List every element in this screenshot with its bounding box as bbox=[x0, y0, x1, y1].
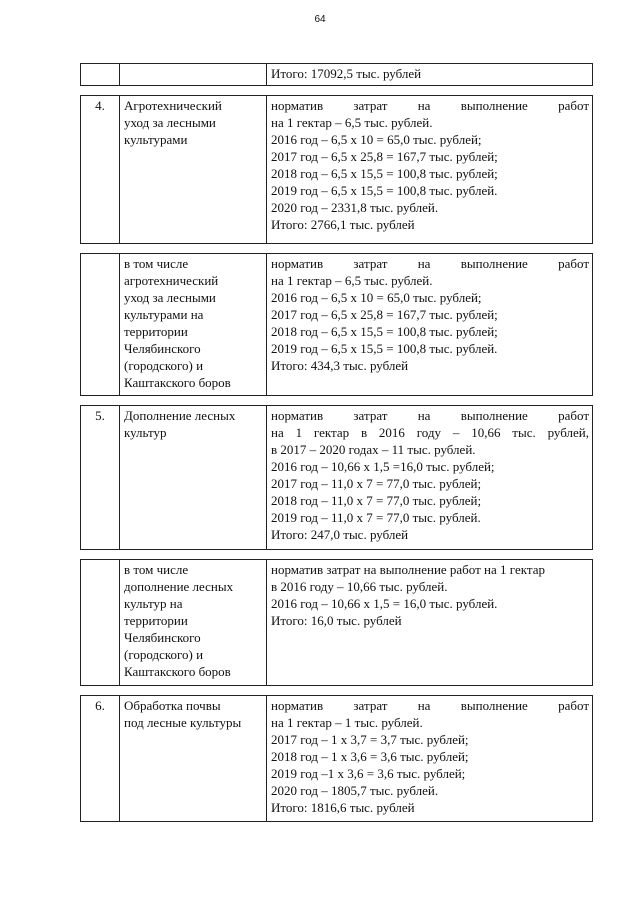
cost-line: 2017 год – 6,5 х 25,8 = 167,7 тыс. рублей; bbox=[271, 149, 498, 164]
cost-line: Итого: 2766,1 тыс. рублей bbox=[271, 217, 415, 232]
cost-line: 2016 год – 10,66 х 1,5 =16,0 тыс. рублей; bbox=[271, 459, 495, 474]
cost-line: 2020 год – 1805,7 тыс. рублей. bbox=[271, 783, 439, 798]
cost-line: норматив затрат на выполнение работ bbox=[271, 408, 589, 423]
cost-table bbox=[80, 63, 593, 822]
row-number-cell bbox=[81, 254, 120, 396]
table-body bbox=[81, 64, 593, 822]
cost-line: норматив затрат на выполнение работ bbox=[271, 98, 589, 113]
cost-description-cell bbox=[267, 696, 593, 822]
work-name-line: дополнение лесных bbox=[124, 579, 234, 594]
work-name-line: территории bbox=[124, 324, 188, 339]
work-name-line: культурами на bbox=[124, 307, 204, 322]
work-name-cell bbox=[120, 96, 267, 244]
cost-line: на 1 гектар – 6,5 тыс. рублей. bbox=[271, 273, 433, 288]
row-number bbox=[81, 254, 119, 255]
row-number bbox=[81, 560, 119, 561]
cost-line: 2017 год – 6,5 х 25,8 = 167,7 тыс. рублей; bbox=[271, 307, 498, 322]
cost-line: на 1 гектар – 6,5 тыс. рублей. bbox=[271, 115, 433, 130]
cost-line: норматив затрат на выполнение работ на 1 гектар bbox=[271, 562, 545, 577]
row-gap bbox=[81, 244, 593, 254]
row-number: 4. bbox=[95, 98, 105, 113]
cost-line: 2019 год –1 х 3,6 = 3,6 тыс. рублей; bbox=[271, 766, 466, 781]
cost-description-cell bbox=[267, 560, 593, 686]
work-name-line: под лесные культуры bbox=[124, 715, 242, 730]
cost-line: 2019 год – 6,5 х 15,5 = 100,8 тыс. рублей. bbox=[271, 341, 498, 356]
table-row bbox=[81, 696, 593, 822]
work-name-cell bbox=[120, 406, 267, 550]
work-name-line: в том числе bbox=[124, 256, 189, 271]
table-row bbox=[81, 560, 593, 686]
work-name-cell bbox=[120, 64, 267, 86]
row-gap bbox=[81, 396, 593, 406]
row-gap bbox=[81, 86, 593, 96]
cost-line: 2016 год – 6,5 х 10 = 65,0 тыс. рублей; bbox=[271, 132, 482, 147]
cost-line: 2019 год – 6,5 х 15,5 = 100,8 тыс. рублей. bbox=[271, 183, 498, 198]
cost-line: 2017 год – 11,0 х 7 = 77,0 тыс. рублей; bbox=[271, 476, 482, 491]
cost-line: 2018 год – 1 х 3,6 = 3,6 тыс. рублей; bbox=[271, 749, 469, 764]
work-name-line: (городского) и bbox=[124, 358, 204, 373]
cost-line: Итого: 16,0 тыс. рублей bbox=[271, 613, 402, 628]
work-name-line: Обработка почвы bbox=[124, 698, 221, 713]
cost-line: 2019 год – 11,0 х 7 = 77,0 тыс. рублей. bbox=[271, 510, 481, 525]
row-number: 5. bbox=[95, 408, 105, 423]
work-name-line: культурами bbox=[124, 132, 188, 147]
cost-line: норматив затрат на выполнение работ bbox=[271, 698, 589, 713]
row-number-cell bbox=[81, 64, 120, 86]
work-name-line: Каштакского боров bbox=[124, 375, 231, 390]
row-number-cell bbox=[81, 560, 120, 686]
work-name-line: Агротехнический bbox=[124, 98, 222, 113]
cost-description-cell bbox=[267, 406, 593, 550]
cost-description-cell bbox=[267, 254, 593, 396]
cost-line: Итого: 17092,5 тыс. рублей bbox=[271, 66, 422, 81]
table-row bbox=[81, 96, 593, 244]
cost-line: 2017 год – 1 х 3,7 = 3,7 тыс. рублей; bbox=[271, 732, 469, 747]
work-name-line: Каштакского боров bbox=[124, 664, 231, 679]
row-number-cell bbox=[81, 96, 120, 244]
cost-line: в 2017 – 2020 годах – 11 тыс. рублей. bbox=[271, 442, 476, 457]
cost-line: 2018 год – 11,0 х 7 = 77,0 тыс. рублей; bbox=[271, 493, 482, 508]
table-row bbox=[81, 406, 593, 550]
row-number-cell bbox=[81, 696, 120, 822]
work-name-line: в том числе bbox=[124, 562, 189, 577]
cost-line: 2016 год – 6,5 х 10 = 65,0 тыс. рублей; bbox=[271, 290, 482, 305]
work-name-line: (городского) и bbox=[124, 647, 204, 662]
cost-line: 2020 год – 2331,8 тыс. рублей. bbox=[271, 200, 439, 215]
cost-line: Итого: 434,3 тыс. рублей bbox=[271, 358, 409, 373]
table-row bbox=[81, 254, 593, 396]
cost-line: 2018 год – 6,5 х 15,5 = 100,8 тыс. рублей; bbox=[271, 166, 498, 181]
work-name-cell bbox=[120, 696, 267, 822]
page-number: 64 bbox=[314, 14, 326, 25]
row-number: 6. bbox=[95, 698, 105, 713]
row-number bbox=[81, 64, 119, 65]
cost-line: Итого: 247,0 тыс. рублей bbox=[271, 527, 409, 542]
cost-line: 2016 год – 10,66 х 1,5 = 16,0 тыс. рублей. bbox=[271, 596, 498, 611]
cost-line: в 2016 году – 10,66 тыс. рублей. bbox=[271, 579, 448, 594]
cost-line: на 1 гектар – 1 тыс. рублей. bbox=[271, 715, 423, 730]
work-name-cell bbox=[120, 560, 267, 686]
cost-description-cell bbox=[267, 64, 593, 86]
cost-line: на 1 гектар в 2016 году – 10,66 тыс. рублей, bbox=[271, 425, 589, 440]
work-name-line: Дополнение лесных bbox=[124, 408, 236, 423]
work-name-line: Челябинского bbox=[124, 341, 201, 356]
work-name-cell bbox=[120, 254, 267, 396]
table-row bbox=[81, 64, 593, 86]
work-name-line: уход за лесными bbox=[124, 290, 216, 305]
cost-line: норматив затрат на выполнение работ bbox=[271, 256, 589, 271]
row-number-cell bbox=[81, 406, 120, 550]
row-gap bbox=[81, 550, 593, 560]
row-gap bbox=[81, 686, 593, 696]
work-name-line: Челябинского bbox=[124, 630, 201, 645]
work-name-line: агротехнический bbox=[124, 273, 219, 288]
work-name-line: территории bbox=[124, 613, 188, 628]
cost-line: 2018 год – 6,5 х 15,5 = 100,8 тыс. рублей; bbox=[271, 324, 498, 339]
work-name-line: уход за лесными bbox=[124, 115, 216, 130]
work-name-line: культур bbox=[124, 425, 167, 440]
cost-line: Итого: 1816,6 тыс. рублей bbox=[271, 800, 415, 815]
cost-description-cell bbox=[267, 96, 593, 244]
work-name-line: культур на bbox=[124, 596, 183, 611]
